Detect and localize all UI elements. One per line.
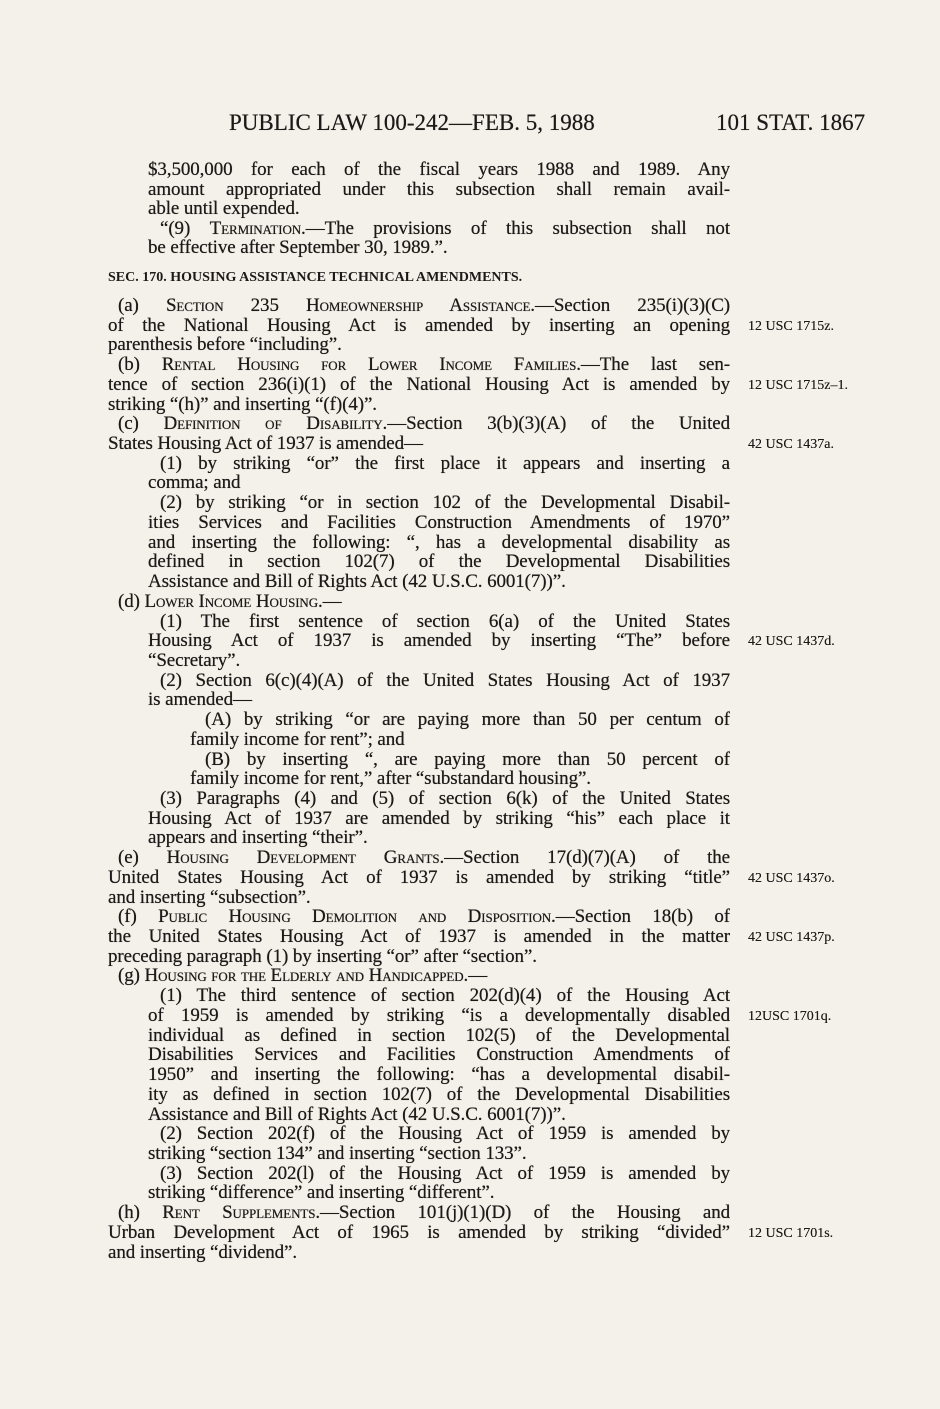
line-text: Urban Development Act of 1965 is amended by striking “divided” xyxy=(108,1222,730,1243)
text-line xyxy=(148,513,730,533)
line-text: striking “difference” and inserting “different”. xyxy=(148,1182,495,1204)
line-text: (h) xyxy=(118,1203,163,1224)
text-line xyxy=(148,1006,730,1026)
text-line xyxy=(160,454,730,474)
text-line xyxy=(148,180,730,200)
margin-citation: 12 USC 1715z. xyxy=(748,318,834,334)
line-text: be effective after September 30, 1989.”. xyxy=(148,237,448,259)
text-line xyxy=(148,572,730,592)
line-text: individual as defined in section 102(5) of the Developmental xyxy=(148,1025,730,1046)
text-line xyxy=(148,809,730,829)
line-text: (1) by striking “or” the first place it appears and inserting a xyxy=(160,453,730,474)
text-line xyxy=(108,947,730,967)
running-header-title: PUBLIC LAW 100-242—FEB. 5, 1988 xyxy=(229,110,595,135)
text-line xyxy=(108,868,730,888)
text-line xyxy=(148,690,730,710)
line-text: (a) xyxy=(118,296,166,316)
line-text: (B) by inserting “, are paying more than 50 percent of xyxy=(205,749,730,770)
line-text: (d) xyxy=(118,590,145,612)
line-text: (2) by striking “or in section 102 of the Developmental Disabil- xyxy=(160,493,730,514)
line-text: comma; and xyxy=(148,472,241,494)
section-heading: SEC. 170. HOUSING ASSISTANCE TECHNICAL AMENDMENTS. xyxy=(108,270,523,285)
line-text: of 1959 is amended by striking “is a developmentally disabled xyxy=(148,1005,730,1026)
text-line xyxy=(160,1124,730,1144)
margin-citation: 42 USC 1437p. xyxy=(748,930,835,946)
line-text: (e) xyxy=(118,848,167,869)
line-text: (A) by striking “or are paying more than 50 per centum of xyxy=(205,710,730,731)
paragraph-caption: Public Housing Demolition and Disposition. xyxy=(158,907,556,928)
text-line xyxy=(160,219,730,239)
line-text: —Section 17(d)(7)(A) of the xyxy=(444,848,730,869)
text-line xyxy=(108,395,730,415)
paragraph-caption: Lower Income Housing. xyxy=(144,590,323,612)
line-text: —Section 235(i)(3)(C) xyxy=(534,296,730,316)
line-text: ity as defined in section 102(7) of the Developmental Disabilities xyxy=(148,1084,730,1105)
line-text: “(9) xyxy=(160,218,210,239)
line-text: and inserting “subsection”. xyxy=(108,886,311,908)
paragraph-caption: Rental Housing for Lower Income Families. xyxy=(161,355,581,376)
text-line xyxy=(108,1243,730,1263)
line-text: (c) xyxy=(118,414,164,435)
text-line xyxy=(205,710,730,730)
paragraph-caption: Definition of Disability. xyxy=(163,414,388,435)
text-line xyxy=(148,828,730,848)
text-line xyxy=(148,1085,730,1105)
text-line xyxy=(148,160,730,180)
line-text: parenthesis before “including”. xyxy=(108,334,342,356)
line-text: (1) The first sentence of section 6(a) of the United States xyxy=(160,611,730,632)
margin-citation: 12USC 1701q. xyxy=(748,1008,832,1024)
text-line xyxy=(148,1065,730,1085)
line-text: (b) xyxy=(118,355,162,376)
text-line xyxy=(148,473,730,493)
line-text: able until expended. xyxy=(148,198,300,220)
margin-citation: 12 USC 1701s. xyxy=(748,1225,834,1241)
line-text: defined in section 102(7) of the Developmental Disabilities xyxy=(148,552,730,573)
line-text: (1) The third sentence of section 202(d)(4) of the Housing Act xyxy=(160,986,730,1007)
text-line xyxy=(118,296,730,316)
text-line xyxy=(148,631,730,651)
line-text: —The last sen- xyxy=(580,355,730,376)
line-text: Housing Act of 1937 are amended by striking “his” each place it xyxy=(148,808,730,829)
text-line xyxy=(148,651,730,671)
margin-citation: 42 USC 1437d. xyxy=(748,634,835,650)
line-text: Disabilities Services and Facilities Construction Amendments of xyxy=(148,1045,730,1066)
text-line xyxy=(118,1203,730,1223)
line-text: and inserting “dividend”. xyxy=(108,1241,298,1263)
margin-citation: 42 USC 1437a. xyxy=(748,437,834,453)
line-text: striking “section 134” and inserting “section 133”. xyxy=(148,1142,527,1164)
text-line xyxy=(118,355,730,375)
line-text: (3) Paragraphs (4) and (5) of section 6(k) of the United States xyxy=(160,789,730,809)
line-text: $3,500,000 for each of the fiscal years 1988 and 1989. Any xyxy=(148,160,730,180)
text-line xyxy=(108,316,730,336)
line-text: (3) Section 202(l) of the Housing Act of 1959 is amended by xyxy=(160,1163,730,1184)
text-line xyxy=(148,552,730,572)
line-text: —Section 101(j)(1)(D) of the Housing and xyxy=(320,1203,730,1224)
line-text: ities Services and Facilities Construction Amendments of 1970” xyxy=(148,512,730,533)
line-text: (f) xyxy=(118,907,159,928)
text-line xyxy=(148,1045,730,1065)
page-number: 101 STAT. 1867 xyxy=(716,110,866,135)
text-line xyxy=(160,986,730,1006)
line-text: States Housing Act of 1937 is amended— xyxy=(108,433,423,455)
line-text: family income for rent”; and xyxy=(190,728,405,750)
text-line xyxy=(160,789,730,809)
text-line xyxy=(148,238,730,258)
line-text: amount appropriated under this subsection shall remain avail- xyxy=(148,179,730,200)
line-text: preceding paragraph (1) by inserting “or” after “section”. xyxy=(108,945,537,967)
text-line xyxy=(108,335,730,355)
text-line xyxy=(108,888,730,908)
line-text: striking “(h)” and inserting “(f)(4)”. xyxy=(108,393,377,415)
text-line xyxy=(190,730,730,750)
line-text: (2) Section 202(f) of the Housing Act of 1959 is amended by xyxy=(160,1124,730,1145)
line-text: and inserting the following: “, has a developmental disability as xyxy=(148,532,730,553)
text-line xyxy=(205,750,730,770)
line-text: —Section 3(b)(3)(A) of the United xyxy=(387,414,730,435)
text-line xyxy=(148,533,730,553)
text-line xyxy=(160,1164,730,1184)
paragraph-caption: Termination. xyxy=(209,218,306,239)
line-text: 1950” and inserting the following: “has a developmental disabil- xyxy=(148,1065,730,1086)
line-text: “Secretary”. xyxy=(148,649,241,671)
text-line xyxy=(148,1144,730,1164)
paragraph-caption: Section 235 Homeownership Assistance. xyxy=(165,296,535,316)
margin-citation: 12 USC 1715z–1. xyxy=(748,377,848,393)
text-line xyxy=(108,1223,730,1243)
text-line xyxy=(148,1105,730,1125)
text-line xyxy=(118,907,730,927)
line-text: Assistance and Bill of Rights Act (42 U.S.C. 6001(7))”. xyxy=(148,1103,566,1125)
line-text: —The provisions of this subsection shall not xyxy=(305,218,730,239)
line-text: United States Housing Act of 1937 is amended by striking “title” xyxy=(108,867,730,888)
text-line xyxy=(118,966,730,986)
paragraph-caption: Housing for the Elderly and Handicapped. xyxy=(144,965,469,987)
line-text: family income for rent,” after “substandard housing”. xyxy=(190,768,591,790)
line-text: —Section 18(b) of xyxy=(555,907,730,928)
text-line xyxy=(148,1183,730,1203)
line-text: of the National Housing Act is amended by inserting an opening xyxy=(108,315,730,336)
text-line xyxy=(118,414,730,434)
text-line xyxy=(118,848,730,868)
text-line xyxy=(108,375,730,395)
text-line xyxy=(160,612,730,632)
line-text: is amended— xyxy=(148,689,252,711)
line-text: Housing Act of 1937 is amended by inserting “The” before xyxy=(148,631,730,652)
paragraph-caption: Housing Development Grants. xyxy=(166,848,445,869)
text-line xyxy=(148,1026,730,1046)
line-text: appears and inserting “their”. xyxy=(148,827,368,849)
text-line xyxy=(160,493,730,513)
line-text: — xyxy=(468,965,488,987)
text-line xyxy=(160,671,730,691)
line-text: (g) xyxy=(118,965,145,987)
text-line xyxy=(118,592,730,612)
line-text: — xyxy=(322,590,342,612)
text-line xyxy=(108,434,730,454)
paragraph-caption: Rent Supplements. xyxy=(162,1203,320,1224)
text-line xyxy=(148,199,730,219)
line-text: tence of section 236(i)(1) of the National Housing Act is amended by xyxy=(108,374,730,395)
text-line xyxy=(190,769,730,789)
line-text: Assistance and Bill of Rights Act (42 U.S.C. 6001(7))”. xyxy=(148,571,566,593)
margin-citation: 42 USC 1437o. xyxy=(748,870,835,886)
text-line xyxy=(108,927,730,947)
line-text: the United States Housing Act of 1937 is amended in the matter xyxy=(108,927,730,948)
line-text: (2) Section 6(c)(4)(A) of the United States Housing Act of 1937 xyxy=(160,670,730,691)
